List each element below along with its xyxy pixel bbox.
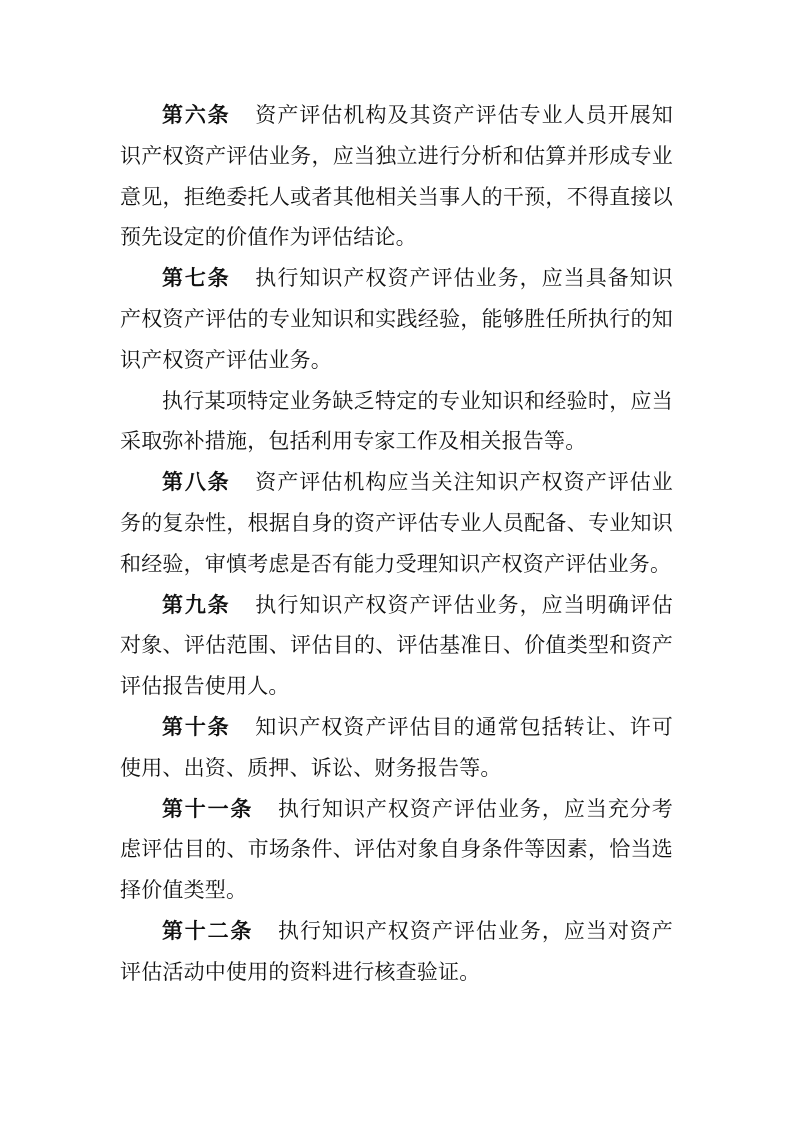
article-12 (120, 911, 673, 993)
article-text: 执行知识产权资产评估业务，应当明确评估对象、评估范围、评估目的、评估基准日、价值类型和资产评估报告使用人。 (120, 592, 673, 699)
article-label: 第六条 (162, 103, 231, 127)
document-page (120, 95, 673, 993)
article-label: 第十条 (162, 714, 231, 739)
article-text: 知识产权资产评估目的通常包括转让、许可使用、出资、质押、诉讼、财务报告等。 (120, 714, 673, 780)
article-8 (120, 462, 673, 584)
article-text: 资产评估机构及其资产评估专业人员开展知识产权资产评估业务，应当独立进行分析和估算并形成专业意见，拒绝委托人或者其他相关当事人的干预，不得直接以预先设定的价值作为评估结论。 (120, 103, 673, 250)
article-text: 执行知识产权资产评估业务，应当充分考虑评估目的、市场条件、评估对象自身条件等因素，恰当选择价值类型。 (120, 796, 673, 903)
article-10 (120, 707, 673, 789)
article-7 (120, 258, 673, 380)
article-text: 执行知识产权资产评估业务，应当对资产评估活动中使用的资料进行核查验证。 (120, 918, 673, 984)
article-9 (120, 585, 673, 707)
article-label: 第九条 (162, 592, 231, 617)
article-label: 第十二条 (162, 918, 254, 943)
article-11 (120, 789, 673, 911)
article-7-paragraph-2 (120, 381, 673, 463)
article-text: 资产评估机构应当关注知识产权资产评估业务的复杂性，根据自身的资产评估专业人员配备、专业知识和经验，审慎考虑是否有能力受理知识产权资产评估业务。 (120, 470, 673, 576)
article-6 (120, 95, 673, 258)
article-label: 第八条 (162, 470, 231, 495)
article-label: 第十一条 (162, 796, 254, 821)
article-label: 第七条 (162, 266, 231, 291)
article-text: 执行某项特定业务缺乏特定的专业知识和经验时，应当采取弥补措施，包括利用专家工作及相关报告等。 (120, 388, 673, 454)
article-text: 执行知识产权资产评估业务，应当具备知识产权资产评估的专业知识和实践经验，能够胜任所执行的知识产权资产评估业务。 (120, 266, 673, 372)
